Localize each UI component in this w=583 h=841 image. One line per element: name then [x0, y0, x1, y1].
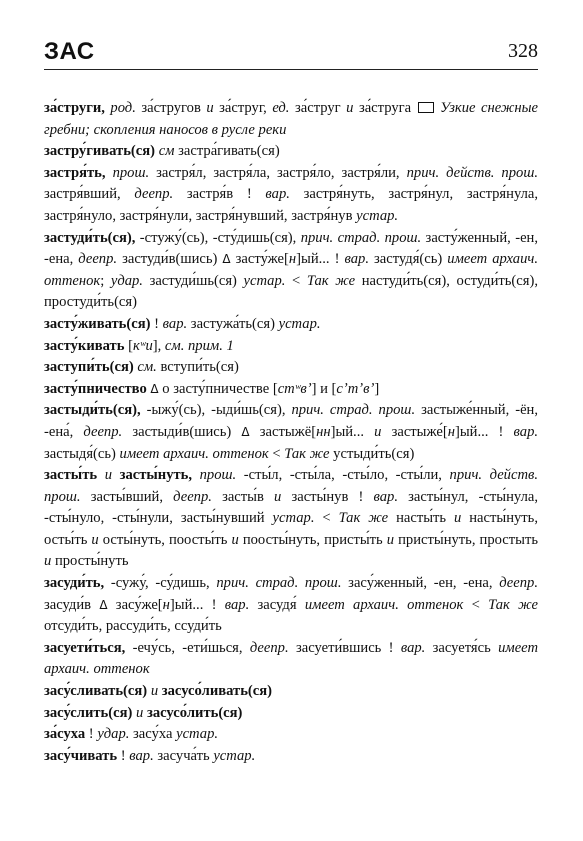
entry-text: настуди́ть(ся), остуди́ть(ся), простуди́ть(ся) — [44, 272, 538, 311]
entry-text: засу́ха — [129, 726, 177, 743]
entry-text: устыди́ть(ся) — [329, 445, 415, 462]
entry-text: ], — [152, 337, 165, 354]
grammar-label: нн — [316, 423, 331, 440]
grammar-label: вар. — [344, 251, 369, 268]
grammar-label: деепр. — [499, 575, 539, 592]
entry-text: за́струга — [353, 100, 417, 116]
grammar-label: имеет архаич. оттенок — [44, 251, 539, 289]
entry-text: ; — [100, 272, 111, 289]
entry-headword: засту́пничество — [44, 380, 147, 397]
entry-text: < — [268, 445, 285, 462]
grammar-label: деепр. — [134, 186, 174, 203]
dictionary-entry — [44, 465, 538, 573]
entry-text — [192, 467, 200, 483]
dictionary-entry — [44, 724, 538, 746]
entry-text: застуди́в(шись) — [117, 251, 223, 268]
entry-headword: за́суха — [44, 726, 86, 743]
dictionary-entry — [44, 228, 538, 314]
grammar-label: и — [44, 553, 52, 570]
dictionary-entry — [44, 746, 538, 768]
grammar-label: устар. — [243, 272, 286, 289]
grammar-label: Так же — [488, 596, 538, 613]
grammar-label: род. — [110, 100, 136, 116]
entry-text: засты́в — [211, 488, 275, 505]
triangle-icon: Δ — [241, 424, 250, 439]
entry-text: отсуди́ть, рассуди́ть, ссуди́ть — [44, 618, 222, 635]
grammar-label: и — [454, 510, 462, 527]
entry-text: засту́же[ — [230, 251, 289, 268]
grammar-label: деепр. — [78, 251, 118, 268]
entry-text: за́струг, — [213, 100, 273, 116]
entry-headword: засу́слить(ся) — [44, 704, 133, 721]
dictionary-entry — [44, 379, 538, 401]
grammar-label: и — [346, 100, 354, 116]
header-rule — [44, 69, 538, 70]
grammar-label: и — [274, 488, 282, 505]
grammar-label: прич. действ. прош. — [44, 467, 538, 505]
grammar-label: кʷи — [132, 337, 153, 354]
grammar-label: и — [150, 683, 159, 700]
grammar-label: и — [136, 704, 144, 721]
entry-text: засу́же[ — [107, 596, 163, 613]
entry-headword: засты́нуть, — [119, 467, 193, 484]
grammar-label: и — [91, 531, 99, 548]
definition-box-icon — [418, 102, 434, 113]
entry-text: -ыжу́(сь), -ыди́шь(ся), — [140, 402, 292, 419]
entry-headword: за́струги, — [44, 100, 105, 116]
grammar-label: н — [288, 251, 297, 268]
grammar-label: вар. — [224, 596, 250, 613]
triangle-icon: Δ — [150, 381, 159, 396]
entry-text: застра́гивать(ся) — [174, 143, 280, 160]
entry-text: ! — [150, 315, 163, 332]
entry-text: за́стругов — [135, 100, 207, 116]
grammar-label: прич. страд. прош. — [291, 402, 416, 419]
entry-headword: засусо́лить(ся) — [146, 704, 243, 721]
entry-headword: застыди́ть(ся), — [44, 402, 141, 419]
entry-text: засты́нув ! — [281, 488, 374, 505]
entry-text: застря́в ! — [173, 186, 266, 203]
grammar-label: Так же — [338, 510, 389, 527]
triangle-icon: Δ — [222, 252, 231, 267]
entry-text: засуети́вшись ! — [288, 639, 401, 656]
entry-text: ] — [374, 380, 380, 397]
dictionary-entry — [44, 638, 538, 681]
entry-headword: засту́живать(ся) — [44, 315, 151, 332]
grammar-label: прич. страд. прош. — [300, 229, 422, 246]
grammar-label: Узкие снежные гребни; скопления наносов в русле реки — [44, 100, 539, 138]
grammar-label: стʷвʼ — [277, 380, 312, 397]
entry-text: насты́ть — [388, 510, 454, 527]
grammar-label: устар. — [176, 726, 219, 743]
grammar-label: деепр. — [249, 639, 289, 656]
grammar-label: удар. — [110, 272, 143, 289]
grammar-label: Так же — [306, 272, 356, 289]
grammar-label: см. прим. 1 — [164, 337, 234, 354]
entry-text: за́струг — [289, 100, 347, 116]
entry-text: < — [314, 510, 339, 527]
entry-text: -сужу́, -су́дишь, — [104, 575, 217, 592]
grammar-label: устар. — [278, 315, 321, 332]
entry-headword: засты́ть — [44, 467, 98, 484]
grammar-label: имеет архаич. оттенок — [44, 639, 539, 678]
entry-text: ] и [ — [311, 380, 337, 397]
grammar-label: ед. — [272, 100, 290, 116]
dictionary-entry — [44, 163, 538, 228]
grammar-label: устар. — [213, 747, 256, 764]
entry-text: застыди́в(шись) — [122, 423, 242, 440]
entry-text: -сты́л, -сты́ла, -сты́ло, -сты́ли, — [236, 467, 450, 484]
entry-text: застыже́[ — [381, 423, 448, 440]
entry-text: застыдя́(сь) — [44, 445, 120, 462]
entry-text: засуетя́сь — [425, 639, 499, 656]
dictionary-entry — [44, 314, 538, 336]
entry-headword: застря́ть, — [44, 164, 106, 181]
entry-text: засудя́ — [249, 596, 305, 613]
running-head-word: ЗАС — [44, 38, 95, 65]
entry-headword: засу́чивать — [44, 747, 118, 764]
grammar-label: и — [104, 467, 112, 484]
entry-text: [ — [124, 337, 133, 354]
grammar-label: устар. — [272, 510, 315, 527]
entry-text: ! — [85, 726, 98, 743]
entry-headword: заступи́ть(ся) — [44, 359, 134, 376]
page-header — [44, 34, 538, 70]
grammar-label: вар. — [400, 639, 426, 656]
triangle-icon: Δ — [99, 597, 108, 612]
entry-text: застря́нуть, застря́нул, застря́нула, застря́нуло, застря́нули, застря́нувший, застря́нув — [44, 186, 539, 224]
dictionary-entry — [44, 573, 538, 638]
entry-text: ]ый... ! — [296, 251, 345, 268]
dictionary-entry — [44, 336, 538, 358]
entry-text: ]ый... ! — [454, 423, 514, 440]
grammar-label: деепр. — [173, 488, 212, 505]
grammar-label: и — [374, 423, 382, 440]
entry-text: просты́нуть — [51, 553, 129, 570]
entry-text — [106, 165, 113, 181]
entry-text: застужа́ть(ся) — [187, 315, 279, 332]
grammar-label: сʼтʼвʼ — [336, 380, 375, 397]
entry-text: засты́вший, — [80, 488, 174, 505]
entry-text: < — [285, 272, 307, 289]
entry-headword: засу́сливать(ся) — [44, 683, 148, 700]
grammar-label: н — [162, 596, 170, 613]
entry-text: застуди́шь(ся) — [142, 272, 244, 289]
dictionary-entry — [44, 703, 538, 725]
entry-headword: засусо́ливать(ся) — [161, 683, 273, 700]
entry-text: засты́нул, -сты́нула, -сты́нуло, -сты́нули, засты́нувший — [44, 488, 538, 527]
grammar-label: удар. — [97, 726, 130, 743]
grammar-label: прич. страд. прош. — [216, 575, 342, 592]
grammar-label: вар. — [373, 488, 398, 505]
grammar-label: прич. действ. прош. — [406, 164, 538, 181]
entry-text: осты́нуть, поосты́ть — [98, 531, 232, 548]
grammar-label: Так же — [284, 445, 330, 462]
entry-headword: застуди́ть(ся), — [44, 229, 136, 246]
entry-text: ]ый... ! — [169, 596, 225, 613]
dictionary-entry — [44, 357, 538, 379]
entry-headword: засуди́ть, — [44, 575, 105, 592]
entry-text: ! — [117, 747, 130, 764]
page-number: 328 — [508, 40, 538, 62]
grammar-label: вар. — [265, 186, 290, 203]
grammar-label: вар. — [129, 747, 154, 764]
dictionary-entry — [44, 141, 538, 163]
entry-text: вступи́ть(ся) — [156, 359, 239, 376]
entry-text: засуча́ть — [153, 747, 214, 764]
entry-text: застыжё[ — [249, 423, 317, 440]
entry-text: засу́женный, -ен, -ена, — [341, 575, 500, 592]
entry-text: ]ый... — [330, 423, 375, 440]
grammar-label: имеет архаич. оттенок — [304, 596, 464, 613]
entry-text: засуди́в — [44, 596, 100, 613]
dictionary-body — [44, 98, 538, 767]
entry-text: насты́нуть, осты́ть — [44, 510, 538, 548]
entry-text: застудя́(сь) — [368, 251, 448, 268]
entry-headword: застру́гивать(ся) — [44, 143, 156, 160]
grammar-label: устар. — [356, 207, 399, 224]
dictionary-entry — [44, 400, 538, 465]
grammar-label: см — [158, 143, 175, 160]
entry-text: -ечу́сь, -ети́шься, — [125, 639, 250, 656]
entry-text: -стужу́(сь), -сту́дишь(ся), — [135, 229, 301, 246]
dictionary-entry — [44, 681, 538, 703]
entry-text: поосты́нуть, присты́ть — [238, 531, 387, 548]
grammar-label: и — [231, 531, 239, 548]
entry-text: засту́женный, -ен, -ена, — [44, 229, 539, 268]
grammar-label: деепр. — [83, 423, 123, 440]
entry-text: застыже́нный, -ён, -ена́, — [44, 402, 539, 440]
entry-text: застря́л, застря́ла, застря́ло, застря́ли, — [149, 164, 407, 181]
entry-text: < — [463, 596, 489, 613]
grammar-label: н — [447, 423, 455, 440]
grammar-label: и — [206, 100, 214, 116]
grammar-label: прош. — [112, 164, 150, 181]
entry-text: о засту́пничестве [ — [158, 380, 278, 397]
entry-text — [112, 467, 120, 483]
entry-headword: засуети́ться, — [44, 639, 126, 656]
grammar-label: см. — [137, 359, 157, 376]
dictionary-entry — [44, 98, 538, 141]
grammar-label: вар. — [513, 423, 539, 440]
grammar-label: вар. — [162, 315, 188, 332]
entry-text — [97, 467, 105, 483]
entry-headword: засту́кивать — [44, 337, 125, 354]
entry-text: присты́нуть, простыть — [394, 531, 539, 548]
grammar-label: имеет архаич. оттенок — [119, 445, 269, 462]
grammar-label: и — [386, 531, 395, 548]
entry-text: застря́вший, — [44, 186, 135, 203]
grammar-label: прош. — [199, 467, 237, 484]
